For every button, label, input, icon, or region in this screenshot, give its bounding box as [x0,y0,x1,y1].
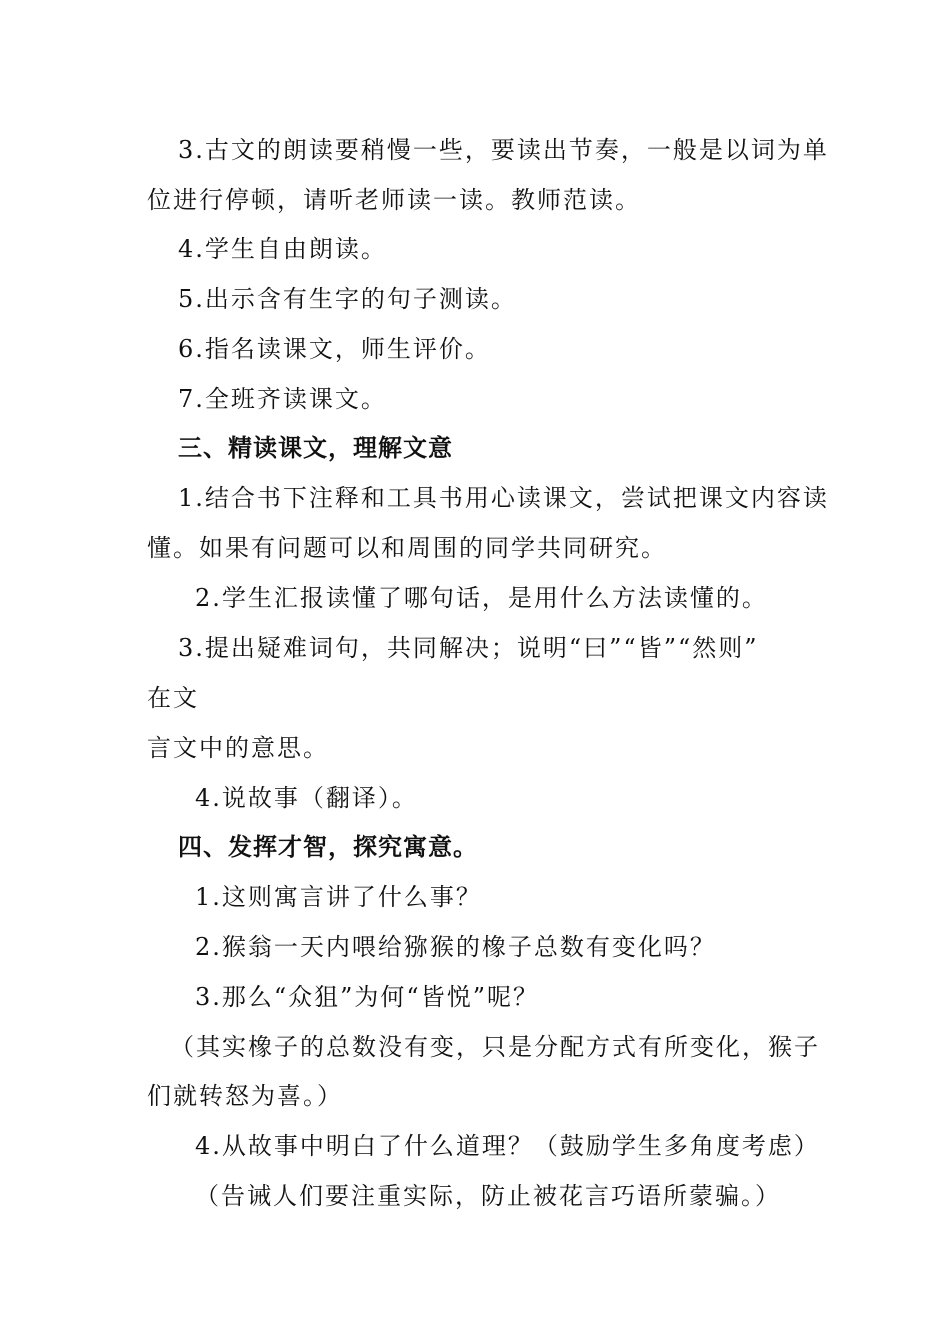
section-4-answer-3-line-1: （其实橡子的总数没有变，只是分配方式有所变化，猴子 [170,1033,820,1061]
section-3-item-3-line-1: 3.提出疑难词句，共同解决；说明“曰”“皆”“然则” [178,634,759,662]
section-3-item-4: 4.说故事（翻译）。 [195,784,418,812]
item-6-reading: 6.指名读课文，师生评价。 [178,335,491,363]
section-3-item-1-line-2: 懂。如果有问题可以和周围的同学共同研究。 [147,534,667,562]
section-4-item-4: 4.从故事中明白了什么道理？（鼓励学生多角度考虑） [195,1132,820,1160]
section-4-item-1: 1.这则寓言讲了什么事？ [195,883,482,911]
section-3-item-2: 2.学生汇报读懂了哪句话，是用什么方法读懂的。 [195,584,768,612]
item-5-reading: 5.出示含有生字的句子测读。 [178,285,517,313]
item-3-reading-line-2: 位进行停顿，请听老师读一读。教师范读。 [147,186,641,214]
section-3-item-3-line-2: 在文 [147,684,199,712]
section-4-heading: 四、发挥才智，探究寓意。 [178,833,478,861]
section-4-item-2: 2.猴翁一天内喂给猕猴的橡子总数有变化吗？ [195,933,716,961]
section-4-item-3: 3.那么“众狙”为何“皆悦”呢？ [195,983,539,1011]
item-7-reading: 7.全班齐读课文。 [178,385,387,413]
section-4-answer-3-line-2: 们就转怒为喜。） [147,1082,343,1110]
item-3-reading-line-1: 3.古文的朗读要稍慢一些，要读出节奏，一般是以词为单 [178,136,829,164]
section-4-answer-4: （告诫人们要注重实际，防止被花言巧语所蒙骗。） [195,1182,781,1210]
section-3-item-1-line-1: 1.结合书下注释和工具书用心读课文，尝试把课文内容读 [178,484,829,512]
section-3-heading: 三、精读课文，理解文意 [178,434,453,462]
item-4-reading: 4.学生自由朗读。 [178,235,387,263]
section-3-item-3-line-3: 言文中的意思。 [147,734,329,762]
